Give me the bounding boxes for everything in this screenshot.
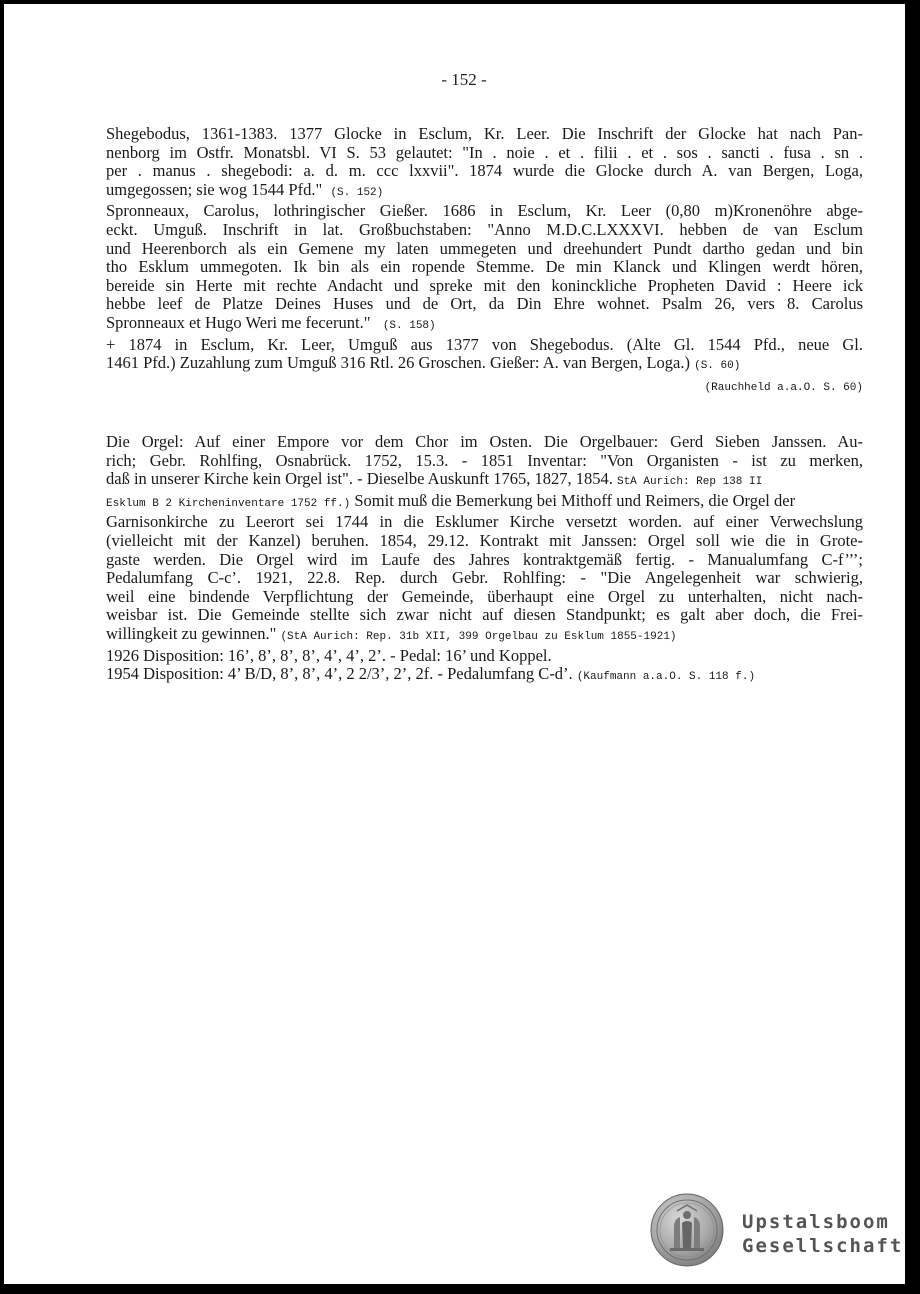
text-span: daß in unserer Kirche kein Orgel ist". - Dieselbe Auskunft 1765, 1827, 1854.: [106, 469, 613, 489]
text-line: eckt. Umguß. Inschrift in lat. Großbuchstaben: "Anno M.D.C.LXXXVI. hebben de van Esclum: [106, 219, 863, 239]
text-line: weisbar ist. Die Gemeinde stellte sich zwar nicht auf diesen Standpunkt; es galt aber doch, die Frei-: [106, 605, 863, 625]
text-line: 1926 Disposition: 16’, 8’, 8’, 8’, 4’, 4’, 2’. - Pedal: 16’ und Koppel.: [106, 645, 552, 665]
text-line: [106, 314, 863, 336]
text-span: willingkeit zu gewinnen.": [106, 623, 277, 643]
text-line: nenborg im Ostfr. Monatsbl. VI S. 53 gelautet: "In . noie . et . filii . et . sos . sancti . fusa . sn .: [106, 142, 863, 162]
text-line: Pedalumfang C-c’. 1921, 22.8. Rep. durch Gebr. Rohlfing: - "Die Angelegenheit war schwierig,: [106, 568, 863, 588]
text-line: bereide sin Herte mit rechte Andacht und spreke mit den koninckliche Propheten David : Heere ick: [106, 275, 863, 295]
page-number: - 152 -: [441, 70, 487, 89]
text-line: [106, 376, 863, 398]
text-span: Spronneaux et Hugo Weri me fecerunt.": [106, 312, 371, 332]
text-line: + 1874 in Esclum, Kr. Leer, Umguß aus 1377 von Shegebodus. (Alte Gl. 1544 Pfd., neue Gl.: [106, 334, 863, 354]
source-reference: (S. 158): [382, 319, 436, 332]
text-line: per . manus . shegebodi: a. d. m. ccc lxxvii". 1874 wurde die Glocke durch A. van Bergen, Loga,: [106, 161, 863, 181]
text-span: 1954 Disposition: 4’ B/D, 8’, 8’, 4’, 2 2/3’, 2’, 2f. - Pedalumfang C-d’.: [106, 664, 573, 684]
document-page: [4, 4, 905, 1284]
source-reference: (Rauchheld a.a.O. S. 60): [704, 381, 863, 394]
source-reference: (S. 60): [694, 360, 741, 373]
text-line: und Heerenborch als ein Gemene my laten ummegeten und dreehundert Pundt dartho gedan und bin: [106, 238, 863, 258]
text-line: Garnisonkirche zu Leerort sei 1744 in die Esklumer Kirche versetzt worden. auf einer Verwechslung: [106, 512, 863, 532]
brand-line: Gesellschaft: [742, 1235, 904, 1257]
text-line: weil eine bindende Verpflichtung der Gemeinde, überhaupt eine Orgel zu unterhalten, nicht nach-: [106, 586, 863, 606]
bells-section: [106, 125, 863, 397]
source-reference: (StA Aurich: Rep. 31b XII, 399 Orgelbau zu Esklum 1855-1921): [280, 630, 677, 643]
text-line: [106, 354, 863, 376]
text-line: [106, 181, 863, 203]
text-line: hebbe leef de Platze Deines Huses und de Ort, da Din Ehre wohnet. Psalm 26, vers 8. Carolus: [106, 294, 863, 314]
society-seal-icon: [650, 1193, 724, 1267]
source-reference: StA Aurich: Rep 138 II: [616, 476, 763, 489]
organ-section: [106, 433, 863, 687]
text-line: Spronneaux, Carolus, lothringischer Gießer. 1686 in Esclum, Kr. Leer (0,80 m)Kronenöhre abge-: [106, 201, 863, 221]
source-reference: (S. 152): [330, 186, 384, 199]
text-span: Somit muß die Bemerkung bei Mithoff und Reimers, die Orgel der: [354, 490, 796, 510]
text-line: [106, 470, 863, 492]
brand-line: Upstalsboom: [742, 1211, 890, 1233]
text-span: umgegossen; sie wog 1544 Pfd.": [106, 179, 323, 199]
text-line: Shegebodus, 1361-1383. 1377 Glocke in Esclum, Kr. Leer. Die Inschrift der Glocke hat nach Pan-: [106, 124, 863, 143]
text-line: (vielleicht mit der Kanzel) beruhen. 1854, 29.12. Kontrakt mit Janssen: Orgel soll wie die in Grote-: [106, 530, 863, 550]
society-brand: [742, 1210, 903, 1258]
text-line: tho Esklum ummegoten. Ik bin als ein ropende Stemme. De min Klanck und Klingen werdt hören,: [106, 257, 863, 277]
text-line: rich; Gebr. Rohlfing, Osnabrück. 1752, 15.3. - 1851 Inventar: "Von Organisten - ist zu merken,: [106, 450, 863, 470]
text-line: [106, 625, 863, 647]
text-line: gaste werden. Die Orgel wird im Laufe des Jahres kontraktgemäß fertig. - Manualumfang C-f’’’;: [106, 549, 863, 569]
source-reference: (Kaufmann a.a.O. S. 118 f.): [576, 671, 756, 684]
text-span: 1461 Pfd.) Zuzahlung zum Umguß 316 Rtl. 26 Groschen. Gießer: A. van Bergen, Loga.): [106, 353, 690, 373]
text-line: Die Orgel: Auf einer Empore vor dem Chor im Osten. Die Orgelbauer: Gerd Sieben Janssen. Au-: [106, 432, 863, 451]
text-line: [106, 492, 863, 514]
text-line: [106, 665, 863, 687]
source-reference: Esklum B 2 Kircheninventare 1752 ff.): [106, 497, 351, 510]
